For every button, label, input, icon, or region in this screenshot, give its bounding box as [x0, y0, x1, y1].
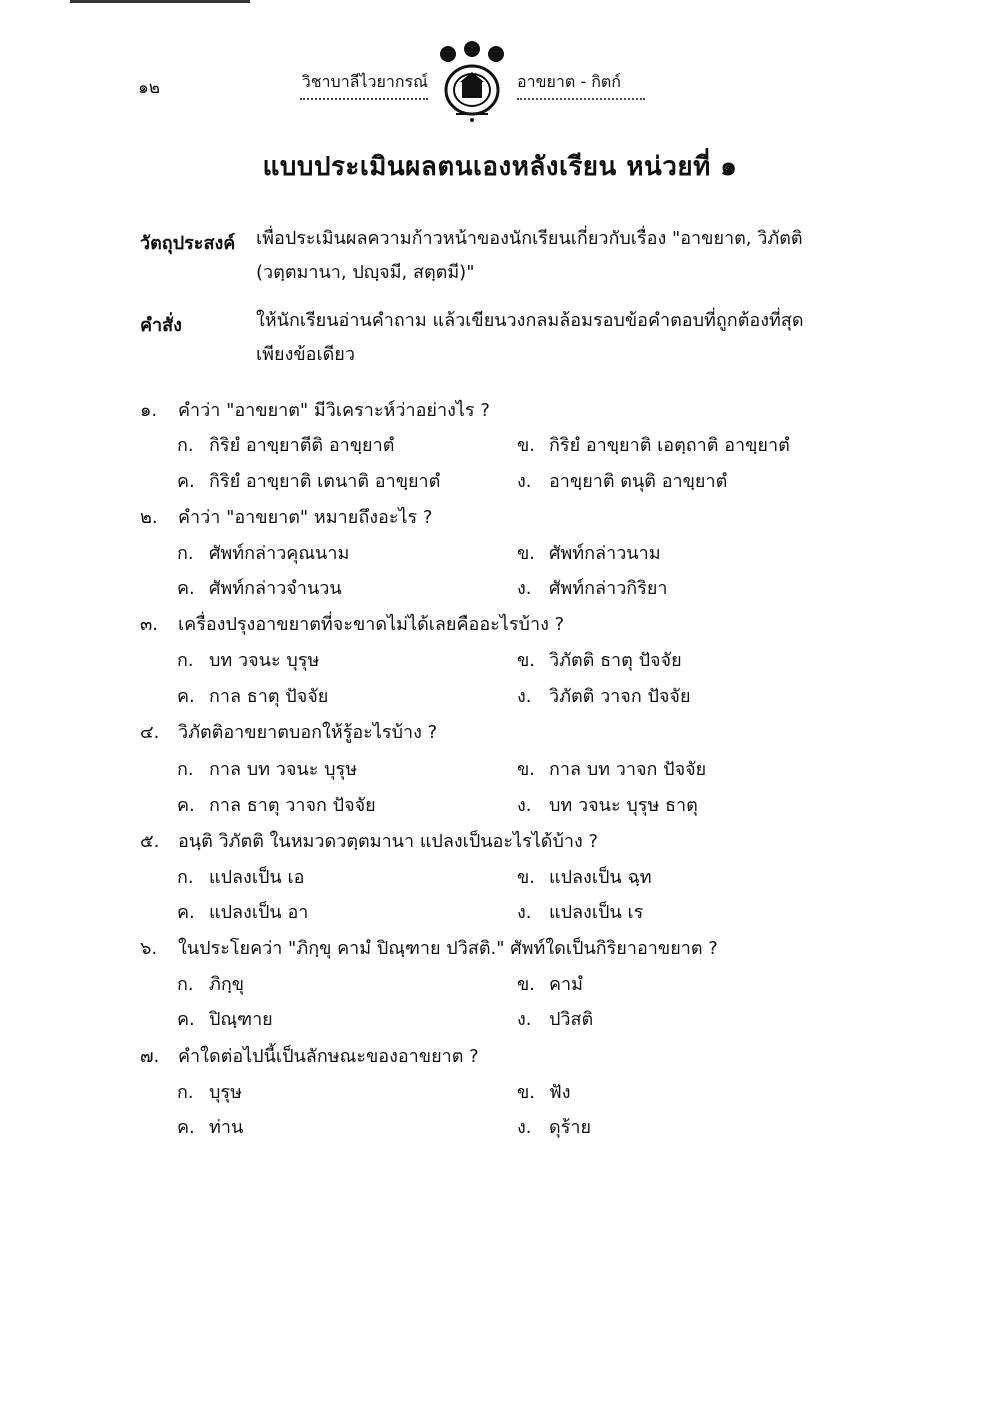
- question-4: [140, 717, 437, 746]
- question-text: อนฺติ วิภัตติ ในหมวดวตฺตมานา แปลงเป็นอะไรได้บ้าง ?: [178, 831, 599, 852]
- choice-text: ศัพท์กล่าวกิริยา: [549, 578, 668, 599]
- instruction-label: คำสั่ง: [140, 315, 182, 336]
- choice-1a[interactable]: [177, 430, 394, 459]
- choice-text: วิภัตติ วาจก ปัจจัย: [549, 686, 691, 707]
- choice-letter: ง.: [517, 902, 532, 923]
- question-number: ๕.: [140, 831, 160, 852]
- question-number: ๗.: [140, 1046, 160, 1067]
- choice-letter: ง.: [517, 578, 532, 599]
- choice-letter: ค.: [177, 1009, 195, 1030]
- question-text: คำว่า "อาขยาต" มีวิเคราะห์ว่าอย่างไร ?: [178, 400, 490, 421]
- choice-letter: ก.: [177, 1082, 194, 1103]
- choice-text: ปิณฺฑาย: [209, 1009, 273, 1030]
- question-1: [140, 395, 490, 424]
- choice-3b[interactable]: [517, 645, 682, 674]
- choice-5a[interactable]: [177, 862, 304, 891]
- choice-text: กาล บท วาจก ปัจจัย: [549, 759, 707, 780]
- choice-6b[interactable]: [517, 969, 583, 998]
- choice-7d[interactable]: [517, 1112, 591, 1141]
- question-text: เครื่องปรุงอาขยาตที่จะขาดไม่ได้เลยคืออะไรบ้าง ?: [178, 614, 565, 635]
- choice-letter: ข.: [517, 543, 536, 564]
- question-3: [140, 609, 564, 638]
- choice-6c[interactable]: [177, 1004, 273, 1033]
- top-border-line: [70, 0, 250, 3]
- choice-text: วิภัตติ ธาตุ ปัจจัย: [549, 650, 682, 671]
- choice-letter: ง.: [517, 1117, 532, 1138]
- choice-4d[interactable]: [517, 790, 698, 819]
- choice-3c[interactable]: [177, 681, 328, 710]
- choice-7a[interactable]: [177, 1077, 242, 1106]
- choice-letter: ง.: [517, 795, 532, 816]
- choice-letter: ข.: [517, 1082, 536, 1103]
- choice-letter: ข.: [517, 435, 536, 456]
- question-number: ๒.: [140, 507, 158, 528]
- header-subject: วิชาบาลีไวยากรณ์: [300, 70, 428, 100]
- objective-label: วัตถุประสงค์: [140, 233, 236, 254]
- choice-letter: ค.: [177, 795, 195, 816]
- choice-2c[interactable]: [177, 573, 342, 602]
- choice-5b[interactable]: [517, 862, 652, 891]
- choice-5d[interactable]: [517, 897, 643, 926]
- choice-6d[interactable]: [517, 1004, 593, 1033]
- question-number: ๑.: [140, 400, 158, 421]
- question-5: [140, 826, 598, 855]
- question-6: [140, 933, 718, 962]
- choice-text: กิริยํ อาขฺยาตีติ อาขฺยาตํ: [209, 435, 395, 456]
- choice-letter: ก.: [177, 974, 194, 995]
- question-text: คำใดต่อไปนี้เป็นลักษณะของอาขยาต ?: [178, 1046, 479, 1067]
- choice-4a[interactable]: [177, 754, 357, 783]
- question-2: [140, 502, 432, 531]
- choice-text: ปวิสติ: [549, 1009, 594, 1030]
- page-title: แบบประเมินผลตนเองหลังเรียน หน่วยที่ ๑: [262, 152, 738, 182]
- choice-text: บท วจนะ บุรุษ ธาตุ: [549, 795, 698, 816]
- choice-text: บุรุษ: [209, 1082, 242, 1103]
- choice-text: อาขฺยาติ ตนุติ อาขฺยาตํ: [549, 471, 728, 492]
- choice-letter: ข.: [517, 650, 536, 671]
- choice-letter: ง.: [517, 1009, 532, 1030]
- choice-4b[interactable]: [517, 754, 706, 783]
- choice-letter: ค.: [177, 686, 195, 707]
- question-text: ในประโยคว่า "ภิกฺขุ คามํ ปิณฺฑาย ปวิสติ." ศัพท์ใดเป็นกิริยาอาขยาต ?: [178, 938, 718, 959]
- choice-6a[interactable]: [177, 969, 244, 998]
- objective-text: เพื่อประเมินผลความก้าวหน้าของนักเรียนเกี่ยวกับเรื่อง "อาขยาต, วิภัตติ (วตฺตมานา, ปญฺจมี, สตฺตมี)": [256, 228, 803, 283]
- choice-letter: ค.: [177, 471, 195, 492]
- choice-text: คามํ: [549, 974, 584, 995]
- choice-letter: ก.: [177, 650, 194, 671]
- choice-letter: ก.: [177, 867, 194, 888]
- choice-letter: ข.: [517, 759, 536, 780]
- instruction-text: ให้นักเรียนอ่านคำถาม แล้วเขียนวงกลมล้อมรอบข้อคำตอบที่ถูกต้องที่สุดเพียงข้อเดียว: [256, 310, 804, 365]
- choice-letter: ข.: [517, 867, 536, 888]
- choice-text: ภิกฺขุ: [209, 974, 245, 995]
- choice-text: กาล ธาตุ วาจก ปัจจัย: [209, 795, 376, 816]
- choice-letter: ค.: [177, 578, 195, 599]
- page-number: ๑๒: [138, 78, 160, 98]
- choice-text: แปลงเป็น เอ: [209, 867, 305, 888]
- choice-text: ศัพท์กล่าวคุณนาม: [209, 543, 350, 564]
- choice-3d[interactable]: [517, 681, 691, 710]
- choice-7c[interactable]: [177, 1112, 243, 1141]
- choice-text: ศัพท์กล่าวนาม: [549, 543, 661, 564]
- choice-text: แปลงเป็น ฉฺท: [549, 867, 652, 888]
- choice-7b[interactable]: [517, 1077, 571, 1106]
- choice-4c[interactable]: [177, 790, 376, 819]
- choice-2a[interactable]: [177, 538, 349, 567]
- choice-letter: ข.: [517, 974, 536, 995]
- choice-2b[interactable]: [517, 538, 661, 567]
- choice-text: ดุร้าย: [549, 1117, 592, 1138]
- choice-1c[interactable]: [177, 466, 440, 495]
- choice-text: กิริยํ อาขฺยาติ เอตฺถาติ อาขฺยาตํ: [549, 435, 790, 456]
- choice-text: ศัพท์กล่าวจำนวน: [209, 578, 342, 599]
- choice-letter: ค.: [177, 1117, 195, 1138]
- choice-letter: ง.: [517, 686, 532, 707]
- choice-text: ฟัง: [549, 1082, 571, 1103]
- question-text: วิภัตติอาขยาตบอกให้รู้อะไรบ้าง ?: [178, 722, 438, 743]
- choice-text: กาล ธาตุ ปัจจัย: [209, 686, 329, 707]
- header-topic: อาขยาต - กิตก์: [517, 70, 645, 100]
- choice-letter: ค.: [177, 902, 195, 923]
- question-number: ๖.: [140, 938, 158, 959]
- choice-text: ท่าน: [209, 1117, 244, 1138]
- question-7: [140, 1041, 479, 1070]
- choice-5c[interactable]: [177, 897, 308, 926]
- choice-text: กาล บท วจนะ บุรุษ: [209, 759, 358, 780]
- choice-text: บท วจนะ บุรุษ: [209, 650, 320, 671]
- question-text: คำว่า "อาขยาต" หมายถึงอะไร ?: [178, 507, 433, 528]
- choice-letter: ก.: [177, 543, 194, 564]
- choice-letter: ก.: [177, 435, 194, 456]
- choice-3a[interactable]: [177, 645, 319, 674]
- choice-1b[interactable]: [517, 430, 790, 459]
- choice-1d[interactable]: [517, 466, 727, 495]
- choice-letter: ก.: [177, 759, 194, 780]
- choice-2d[interactable]: [517, 573, 668, 602]
- question-number: ๔.: [140, 722, 160, 743]
- choice-text: แปลงเป็น อา: [209, 902, 309, 923]
- choice-letter: ง.: [517, 471, 532, 492]
- question-number: ๓.: [140, 614, 159, 635]
- choice-text: กิริยํ อาขฺยาติ เตนาติ อาขฺยาตํ: [209, 471, 441, 492]
- school-emblem-icon: [430, 40, 514, 124]
- choice-text: แปลงเป็น เร: [549, 902, 644, 923]
